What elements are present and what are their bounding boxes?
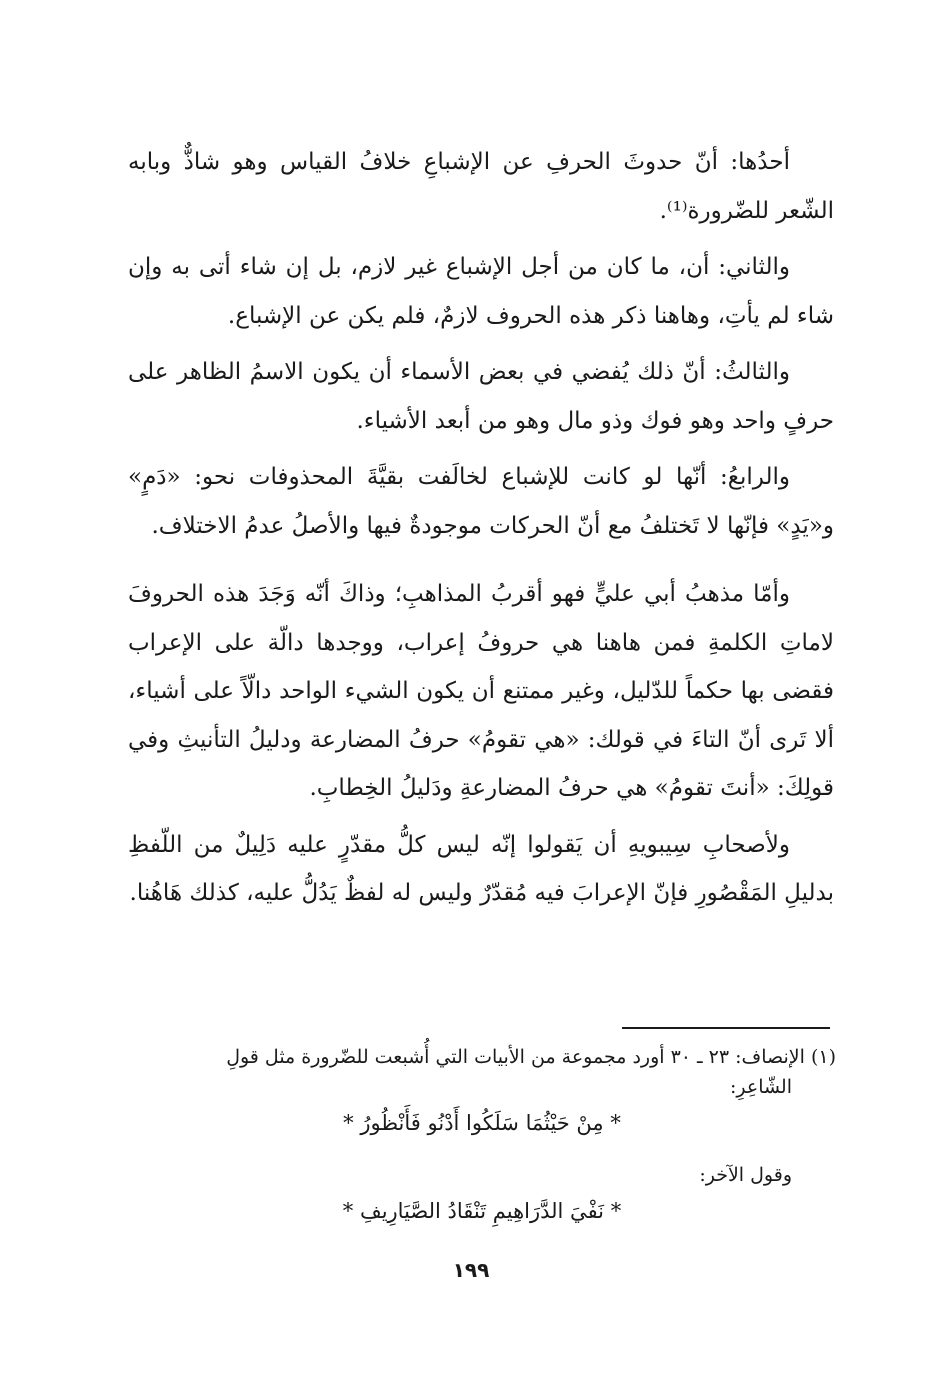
footnotes: [128, 1042, 836, 1226]
footnote-verse: * مِنْ حَيْثُمَا سَلَكُوا أَدْنُو فَأَنْظُورُ *: [343, 1111, 621, 1135]
footnote-line: وقول الآخر:: [699, 1164, 792, 1186]
footnote-verse: * نَفْيَ الدَّرَاهِيمِ تَنْقَادُ الصَّيَارِيفِ *: [342, 1199, 622, 1223]
paragraph-abu-ali-view: وأمّا مذهبُ أبي عليٍّ فهو أقربُ المذاهبِ؛ وذاكَ أنّه وَجَدَ هذه الحروفَ لاماتِ الكلمةِ فمن هاهنا هي حروفُ إعراب، ووجدها دالّة على الإعراب فقضى بها حكماً للدّليل، وغير ممتنع أن يكون الشيء الواحد دالّاً على أشياء، ألا تَرى أنّ التاءَ في قولك: «هي تقومُ» حرفُ المضارعة ودليلُ التأنيثِ وفي قولِكَ: «أنتَ تقومُ» هي حرفُ المضارعةِ ودَليلُ الخِطابِ.: [128, 581, 834, 801]
paragraph-second-reason: والثاني: أن، ما كان من أجل الإشباع غير لازم، بل إن شاء أتى به وإن شاء لم يأتِ، وهاهنا ذكر هذه الحروف لازمٌ، فلم يكن عن الإشباع.: [128, 254, 834, 329]
paragraph-first-reason: أحدُها: أنّ حدوثَ الحرفِ عن الإشباعِ خلافُ القياس وهو شاذٌّ وبابه الشّعر للضّرورة⁽¹⁾.: [128, 149, 834, 224]
footnote-line: (١) الإنصاف: ٢٣ ـ ٣٠ أورد مجموعة من الأبيات التي أُشبعت للضّرورة مثل قولِ: [226, 1046, 836, 1068]
paragraph-fourth-reason: والرابعُ: أنّها لو كانت للإشباع لخالَفت بقيَّةَ المحذوفات نحو: «دَمٍ» و«يَدٍ» فإنّها لا تَختلفُ مع أنّ الحركات موجودةٌ فيها والأصلُ عدمُ الاختلاف.: [128, 464, 834, 539]
paragraph-third-reason: والثالثُ: أنّ ذلك يُفضي في بعض الأسماء أن يكون الاسمُ الظاهر على حرفٍ واحد وهو فوك وذو مال وهو من أبعد الأشياء.: [128, 359, 834, 434]
main-text: [128, 138, 834, 926]
paragraph-sibawayh-companions: ولأصحابِ سِيبويهِ أن يَقولوا إنّه ليس كلُّ مقدّرٍ عليه دَلِيلٌ من اللّفظِ بدليلِ المَقْصُورِ فإنّ الإعرابَ فيه مُقدّرٌ وليس له لفظٌ يَدُلُّ عليه، كذلك هَاهُنا.: [128, 831, 834, 906]
footnote-separator: [622, 1027, 830, 1029]
page-number: ١٩٩: [452, 1258, 490, 1282]
footnote-line: الشّاعِرِ:: [729, 1076, 792, 1098]
